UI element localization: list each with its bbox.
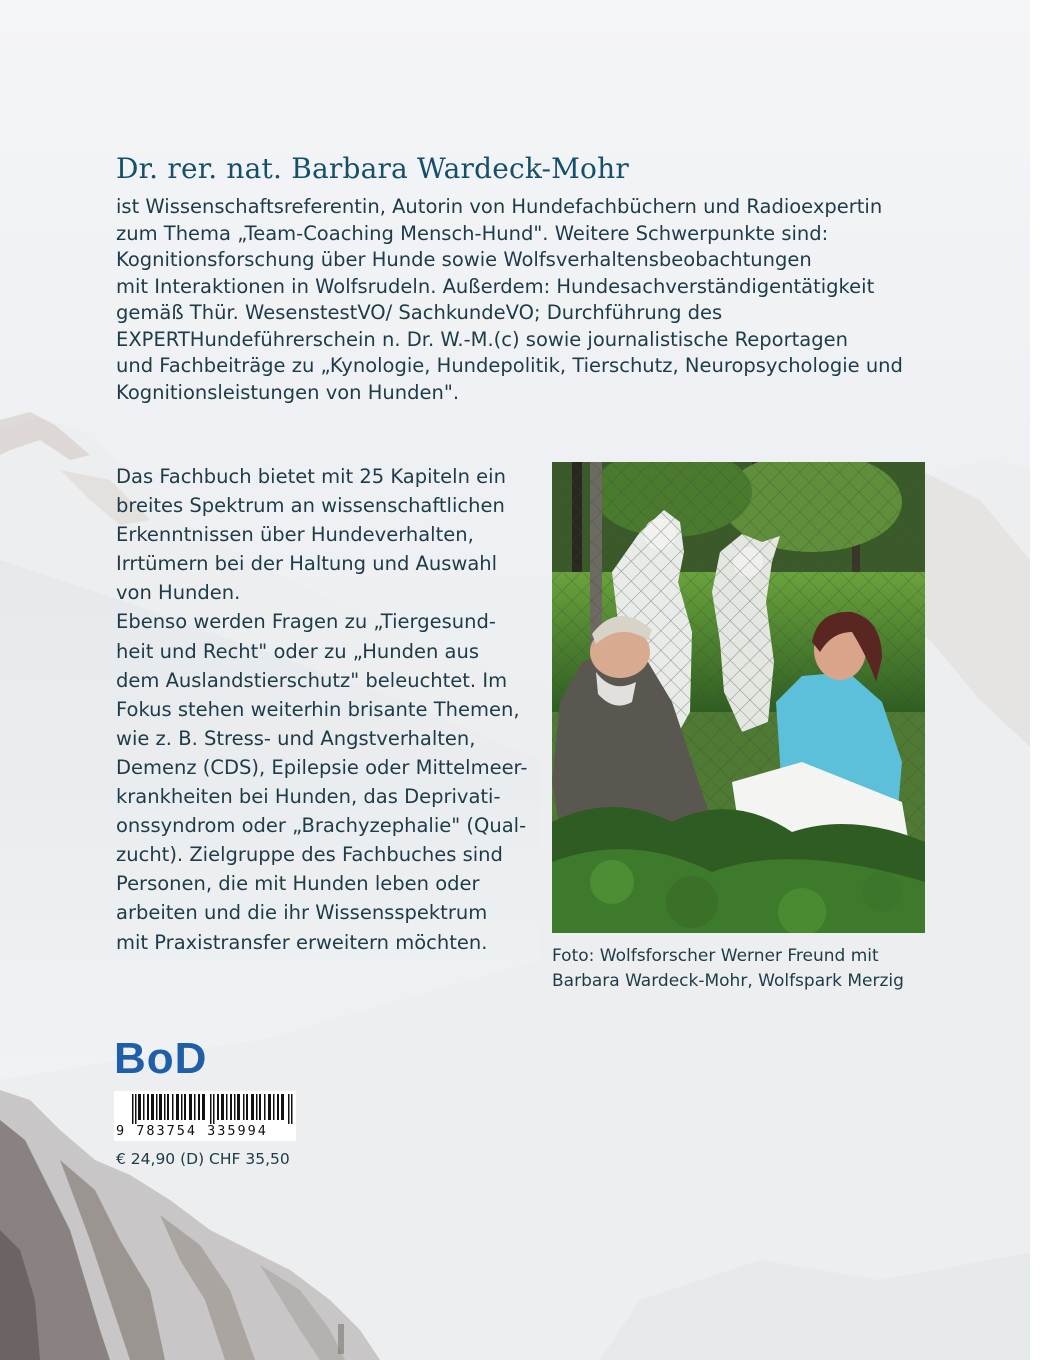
- photo-caption: [552, 944, 904, 994]
- description-line: Personen, die mit Hunden leben oder: [116, 872, 480, 896]
- bio-line: ist Wissenschaftsreferentin, Autorin von Hundefachbüchern und Radioexpertin: [116, 195, 883, 218]
- description-line: Demenz (CDS), Epilepsie oder Mittelmeer-: [116, 755, 528, 779]
- bio-line: Kognitionsleistungen von Hunden".: [116, 380, 460, 404]
- author-name: Dr. rer. nat. Barbara Wardeck-Mohr: [116, 152, 629, 185]
- publisher-logo: BoD: [114, 1034, 208, 1083]
- caption-line: Foto: Wolfsforscher Werner Freund mit: [552, 946, 879, 966]
- price-label: € 24,90 (D) CHF 35,50: [116, 1150, 290, 1168]
- description-line: breites Spektrum an wissenschaftlichen: [116, 494, 505, 518]
- bio-line: gemäß Thür. WesenstestVO/ SachkundeVO; Durchführung des: [116, 301, 723, 324]
- description-line: Fokus stehen weiterhin brisante Themen,: [116, 697, 520, 721]
- bio-line: mit Interaktionen in Wolfsrudeln. Außerdem: Hundesachverständigentätigkeit: [116, 274, 875, 298]
- description-line: Ebenso werden Fragen zu „Tiergesund-: [116, 610, 496, 634]
- description-line: arbeiten und die ihr Wissensspektrum: [116, 901, 488, 925]
- bio-line: EXPERTHundeführerschein n. Dr. W.-M.(c) sowie journalistische Reportagen: [116, 327, 848, 351]
- page-edge: [1030, 0, 1044, 1360]
- isbn-number: 9 783754 335994: [116, 1123, 268, 1139]
- description-line: mit Praxistransfer erweitern möchten.: [116, 930, 488, 954]
- description-line: heit und Recht" oder zu „Hunden aus: [116, 639, 479, 663]
- description-line: onssyndrom oder „Brachyzephalie" (Qual-: [116, 814, 527, 838]
- description-line: dem Auslandstierschutz" beleuchtet. Im: [116, 668, 508, 692]
- description-line: krankheiten bei Hunden, das Deprivati-: [116, 785, 501, 809]
- description-line: zucht). Zielgruppe des Fachbuches sind: [116, 843, 503, 867]
- caption-line: Barbara Wardeck-Mohr, Wolfspark Merzig: [552, 971, 904, 991]
- description-line: wie z. B. Stress- und Angstverhalten,: [116, 726, 476, 750]
- book-description: [116, 462, 546, 957]
- description-line: Das Fachbuch bietet mit 25 Kapiteln ein: [116, 465, 506, 488]
- bio-line: Kognitionsforschung über Hunde sowie Wolfsverhaltensbeobachtungen: [116, 248, 812, 271]
- description-line: Irrtümern bei der Haltung und Auswahl: [116, 552, 498, 576]
- barcode: [114, 1091, 296, 1141]
- barcode-bars: [132, 1094, 294, 1124]
- author-bio: [116, 194, 936, 406]
- bio-line: und Fachbeiträge zu „Kynologie, Hundepolitik, Tierschutz, Neuropsychologie und: [116, 354, 903, 377]
- description-line: Erkenntnissen über Hundeverhalten,: [116, 523, 474, 547]
- wolf-park-photo: [552, 462, 925, 933]
- bio-line: zum Thema „Team-Coaching Mensch-Hund". Weitere Schwerpunkte sind:: [116, 221, 829, 245]
- description-line: von Hunden.: [116, 581, 241, 605]
